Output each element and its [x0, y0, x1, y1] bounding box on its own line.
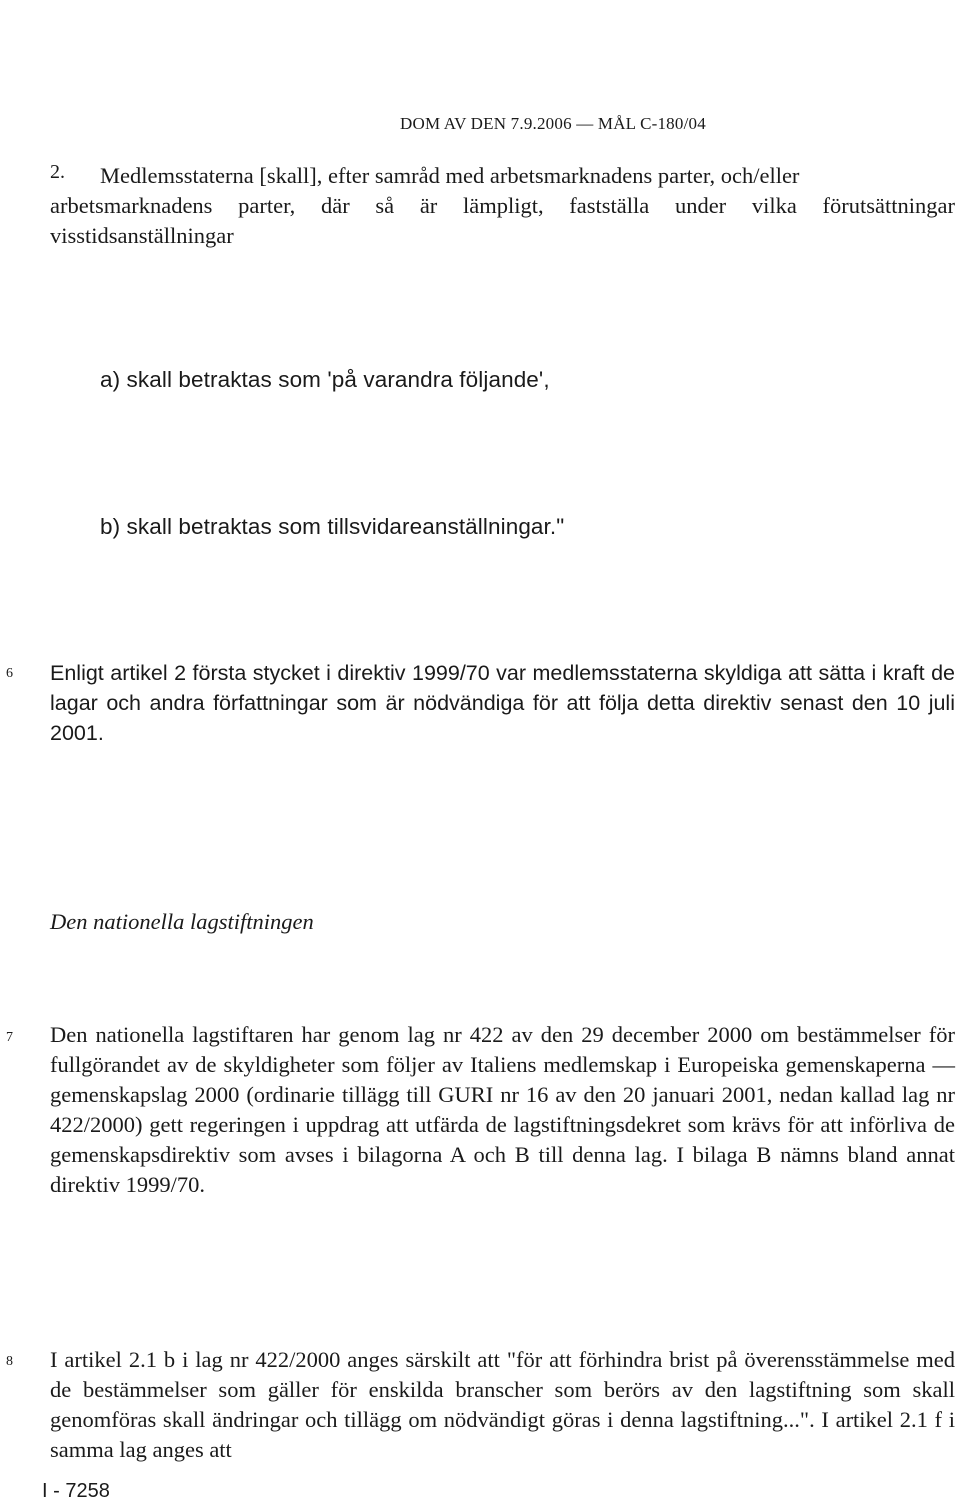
paragraph-7-text: Den nationella lagstiftaren har genom lag nr 422 av den 29 december 2000 om bestämmelser för fullgörandet av de skyldigheter som följer av Italiens medlemskap i Europeiska gemenskaperna — gemenskapslag 2000 (ordinarie tillägg till GURI nr 16 av den 20 januari 2001, nedan kallad lag nr 422/2000) gett regeringen i uppdrag att utfärda de lagstiftningsdekret som krävs för att införliva de gemenskapsdirektiv som avses i bilagorna A och B till denna lag. I bilaga B nämns bland annat direktiv 1999/70.	[50, 1022, 955, 1197]
paragraph-6-text: Enligt artikel 2 första stycket i direktiv 1999/70 var medlemsstaterna skyldiga att sätta i kraft de lagar och andra författningar som är nödvändiga för att följa detta direktiv senast den 10 juli 2001.	[50, 661, 955, 745]
paragraph-number-7: 7	[6, 1030, 13, 1045]
paragraph-number-6: 6	[6, 666, 13, 681]
list-item-b: b) skall betraktas som tillsvidareanställningar."	[100, 514, 565, 539]
paragraph-2-first-line: Medlemsstaterna [skall], efter samråd med arbetsmarknadens parter, och/eller	[100, 163, 800, 188]
page-number: I - 7258	[42, 1480, 110, 1502]
paragraph-8-text: I artikel 2.1 b i lag nr 422/2000 anges särskilt att "för att förhindra brist på överensstämmelse med de bestämmelser som gäller för enskilda branscher som berörs av den lagstiftning som skall genomföras skall ändringar och tillägg om nödvändigt göras i denna lagstiftning...". I artikel 2.1 f i samma lag anges att	[50, 1347, 955, 1462]
list-item-a: a) skall betraktas som 'på varandra följande',	[100, 367, 550, 392]
section-heading: Den nationella lagstiftningen	[50, 909, 314, 934]
running-header: DOM AV DEN 7.9.2006 — MÅL C-180/04	[400, 114, 706, 133]
paragraph-number-2: 2.	[50, 161, 65, 183]
paragraph-2-text: arbetsmarknadens parter, där så är lämpligt, fastställa under vilka förutsättningar visstidsanställningar	[50, 193, 955, 248]
paragraph-number-8: 8	[6, 1354, 13, 1369]
